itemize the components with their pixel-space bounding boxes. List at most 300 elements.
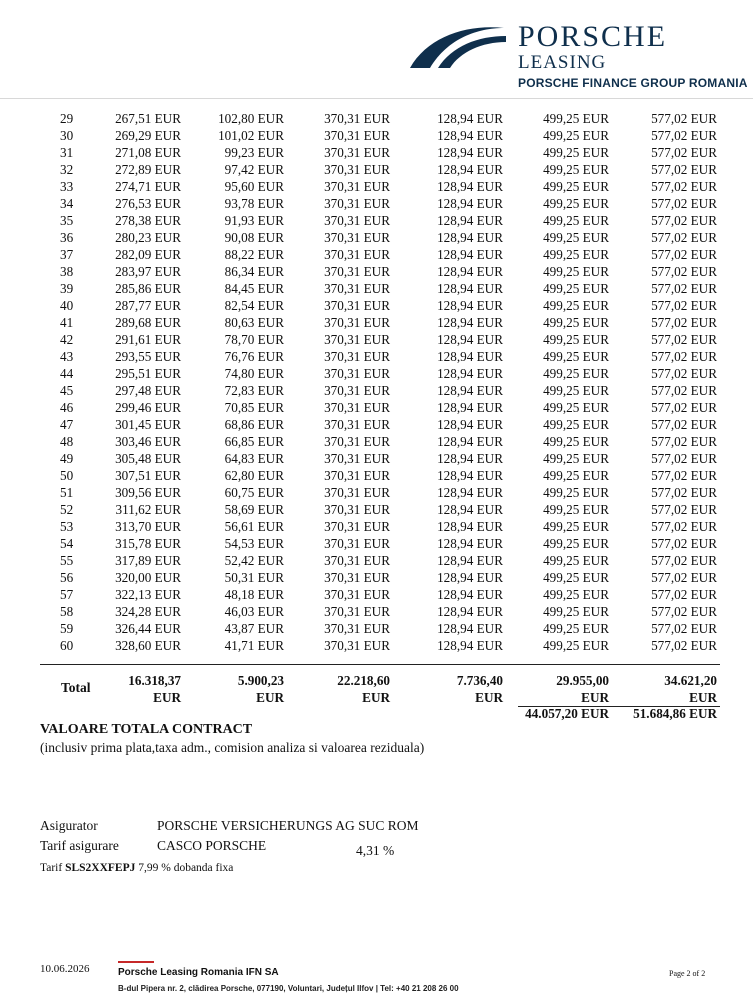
installment-number-cell: 44 bbox=[60, 366, 74, 381]
table-row bbox=[40, 501, 717, 518]
amount-cell: 276,53 EUR bbox=[115, 196, 181, 211]
amount-cell: 577,02 EUR bbox=[651, 383, 717, 398]
amount-cell: 309,56 EUR bbox=[115, 485, 181, 500]
amount-cell: 128,94 EUR bbox=[437, 587, 503, 602]
contract-title: VALOARE TOTALA CONTRACT bbox=[40, 722, 253, 737]
grand-total-value: 51.684,86 EUR bbox=[633, 706, 717, 721]
amount-cell: 370,31 EUR bbox=[324, 213, 390, 228]
amount-cell: 577,02 EUR bbox=[651, 281, 717, 296]
amount-cell: 305,48 EUR bbox=[115, 451, 181, 466]
footer-page-number: Page 2 of 2 bbox=[669, 969, 706, 978]
amount-cell: 128,94 EUR bbox=[437, 502, 503, 517]
amount-cell: 577,02 EUR bbox=[651, 145, 717, 160]
amount-cell: 324,28 EUR bbox=[115, 604, 181, 619]
table-row bbox=[40, 416, 717, 433]
amount-cell: 499,25 EUR bbox=[543, 247, 609, 262]
amount-cell: 128,94 EUR bbox=[437, 366, 503, 381]
amount-cell: 577,02 EUR bbox=[651, 468, 717, 483]
installment-number-cell: 56 bbox=[60, 570, 74, 585]
amount-cell: 128,94 EUR bbox=[437, 570, 503, 585]
table-row bbox=[40, 161, 717, 178]
amount-cell: 128,94 EUR bbox=[437, 604, 503, 619]
tarif-code: SLS2XXFEPJ bbox=[65, 862, 136, 874]
amount-cell: 370,31 EUR bbox=[324, 349, 390, 364]
contract-note: (inclusiv prima plata,taxa adm., comision analiza si valoarea reziduala) bbox=[40, 740, 425, 755]
amount-cell: 326,44 EUR bbox=[115, 621, 181, 636]
amount-cell: 499,25 EUR bbox=[543, 519, 609, 534]
tariff-rate: 4,31 % bbox=[356, 843, 395, 858]
amount-cell: 577,02 EUR bbox=[651, 417, 717, 432]
amount-cell: 274,71 EUR bbox=[115, 179, 181, 194]
amount-cell: 370,31 EUR bbox=[324, 519, 390, 534]
amount-cell: 317,89 EUR bbox=[115, 553, 181, 568]
footer-accent-line bbox=[118, 961, 154, 963]
amount-cell: 499,25 EUR bbox=[543, 400, 609, 415]
installment-number-cell: 38 bbox=[60, 264, 74, 279]
installment-number-cell: 30 bbox=[60, 128, 74, 143]
amount-cell: 50,31 EUR bbox=[224, 570, 284, 585]
table-row bbox=[40, 365, 717, 382]
installment-number-cell: 60 bbox=[60, 638, 74, 653]
amount-cell: 315,78 EUR bbox=[115, 536, 181, 551]
installment-number-cell: 34 bbox=[60, 196, 74, 211]
installment-number-cell: 59 bbox=[60, 621, 74, 636]
amount-cell: 60,75 EUR bbox=[224, 485, 284, 500]
footer-date: 10.06.2026 bbox=[40, 963, 90, 975]
total-currency: EUR bbox=[153, 690, 181, 705]
table-row bbox=[40, 518, 717, 535]
total-currency: EUR bbox=[256, 690, 284, 705]
amount-cell: 499,25 EUR bbox=[543, 553, 609, 568]
amount-cell: 293,55 EUR bbox=[115, 349, 181, 364]
amount-cell: 101,02 EUR bbox=[218, 128, 284, 143]
table-row bbox=[40, 569, 717, 586]
amount-cell: 577,02 EUR bbox=[651, 519, 717, 534]
installment-number-cell: 42 bbox=[60, 332, 74, 347]
amount-cell: 74,80 EUR bbox=[224, 366, 284, 381]
amount-cell: 499,25 EUR bbox=[543, 468, 609, 483]
amount-cell: 499,25 EUR bbox=[543, 111, 609, 126]
amount-cell: 269,29 EUR bbox=[115, 128, 181, 143]
amount-cell: 128,94 EUR bbox=[437, 315, 503, 330]
amount-cell: 128,94 EUR bbox=[437, 196, 503, 211]
total-cell bbox=[310, 672, 390, 706]
amount-cell: 43,87 EUR bbox=[224, 621, 284, 636]
amount-cell: 128,94 EUR bbox=[437, 451, 503, 466]
amount-cell: 370,31 EUR bbox=[324, 247, 390, 262]
amount-cell: 64,83 EUR bbox=[224, 451, 284, 466]
amount-cell: 499,25 EUR bbox=[543, 434, 609, 449]
total-value: 29.955,00 bbox=[556, 673, 609, 688]
amount-cell: 128,94 EUR bbox=[437, 128, 503, 143]
amount-cell: 128,94 EUR bbox=[437, 179, 503, 194]
tarif-prefix: Tarif bbox=[40, 862, 63, 874]
amount-cell: 320,00 EUR bbox=[115, 570, 181, 585]
amount-cell: 370,31 EUR bbox=[324, 230, 390, 245]
amount-cell: 577,02 EUR bbox=[651, 315, 717, 330]
amount-cell: 370,31 EUR bbox=[324, 536, 390, 551]
amount-cell: 299,46 EUR bbox=[115, 400, 181, 415]
installment-number-cell: 52 bbox=[60, 502, 74, 517]
amount-cell: 577,02 EUR bbox=[651, 111, 717, 126]
installment-number-cell: 51 bbox=[60, 485, 74, 500]
installment-number-cell: 33 bbox=[60, 179, 74, 194]
amount-cell: 577,02 EUR bbox=[651, 366, 717, 381]
table-row bbox=[40, 110, 717, 127]
amount-cell: 54,53 EUR bbox=[224, 536, 284, 551]
amount-cell: 128,94 EUR bbox=[437, 264, 503, 279]
table-row bbox=[40, 280, 717, 297]
grand-total-value: 44.057,20 EUR bbox=[525, 706, 609, 721]
amount-cell: 311,62 EUR bbox=[115, 502, 181, 517]
amount-cell: 577,02 EUR bbox=[651, 502, 717, 517]
amount-cell: 370,31 EUR bbox=[324, 179, 390, 194]
amount-cell: 322,13 EUR bbox=[115, 587, 181, 602]
amount-cell: 577,02 EUR bbox=[651, 162, 717, 177]
insurer-value: PORSCHE VERSICHERUNGS AG SUC ROM bbox=[157, 818, 419, 833]
amount-cell: 128,94 EUR bbox=[437, 621, 503, 636]
amount-cell: 313,70 EUR bbox=[115, 519, 181, 534]
amount-cell: 370,31 EUR bbox=[324, 162, 390, 177]
total-currency: EUR bbox=[475, 690, 503, 705]
amount-cell: 577,02 EUR bbox=[651, 247, 717, 262]
amount-cell: 370,31 EUR bbox=[324, 298, 390, 313]
amount-cell: 499,25 EUR bbox=[543, 621, 609, 636]
amount-cell: 577,02 EUR bbox=[651, 332, 717, 347]
amount-cell: 88,22 EUR bbox=[224, 247, 284, 262]
amount-cell: 295,51 EUR bbox=[115, 366, 181, 381]
amount-cell: 46,03 EUR bbox=[224, 604, 284, 619]
total-cell bbox=[637, 672, 717, 706]
installment-number-cell: 39 bbox=[60, 281, 74, 296]
table-row bbox=[40, 603, 717, 620]
amount-cell: 99,23 EUR bbox=[224, 145, 284, 160]
table-row bbox=[40, 467, 717, 484]
table-row bbox=[40, 144, 717, 161]
total-cell bbox=[423, 672, 503, 706]
payment-schedule-table bbox=[40, 110, 717, 654]
table-row bbox=[40, 637, 717, 654]
amount-cell: 577,02 EUR bbox=[651, 230, 717, 245]
amount-cell: 267,51 EUR bbox=[115, 111, 181, 126]
amount-cell: 128,94 EUR bbox=[437, 298, 503, 313]
brand-sub: LEASING bbox=[518, 52, 607, 73]
amount-cell: 370,31 EUR bbox=[324, 145, 390, 160]
amount-cell: 499,25 EUR bbox=[543, 145, 609, 160]
amount-cell: 370,31 EUR bbox=[324, 621, 390, 636]
brand-group: PORSCHE FINANCE GROUP ROMANIA bbox=[518, 76, 748, 90]
amount-cell: 370,31 EUR bbox=[324, 570, 390, 585]
total-cell bbox=[204, 672, 284, 706]
amount-cell: 128,94 EUR bbox=[437, 332, 503, 347]
amount-cell: 577,02 EUR bbox=[651, 298, 717, 313]
amount-cell: 370,31 EUR bbox=[324, 315, 390, 330]
amount-cell: 78,70 EUR bbox=[224, 332, 284, 347]
amount-cell: 577,02 EUR bbox=[651, 638, 717, 653]
amount-cell: 370,31 EUR bbox=[324, 196, 390, 211]
table-row bbox=[40, 331, 717, 348]
amount-cell: 128,94 EUR bbox=[437, 145, 503, 160]
amount-cell: 82,54 EUR bbox=[224, 298, 284, 313]
amount-cell: 577,02 EUR bbox=[651, 485, 717, 500]
table-row bbox=[40, 127, 717, 144]
amount-cell: 499,25 EUR bbox=[543, 383, 609, 398]
installment-number-cell: 36 bbox=[60, 230, 74, 245]
total-currency: EUR bbox=[362, 690, 390, 705]
amount-cell: 499,25 EUR bbox=[543, 128, 609, 143]
amount-cell: 280,23 EUR bbox=[115, 230, 181, 245]
table-row bbox=[40, 620, 717, 637]
installment-number-cell: 31 bbox=[60, 145, 74, 160]
amount-cell: 370,31 EUR bbox=[324, 111, 390, 126]
amount-cell: 68,86 EUR bbox=[224, 417, 284, 432]
header-divider bbox=[0, 98, 753, 99]
table-row bbox=[40, 450, 717, 467]
amount-cell: 128,94 EUR bbox=[437, 553, 503, 568]
table-row bbox=[40, 246, 717, 263]
amount-cell: 499,25 EUR bbox=[543, 264, 609, 279]
amount-cell: 499,25 EUR bbox=[543, 536, 609, 551]
installment-number-cell: 50 bbox=[60, 468, 74, 483]
installment-number-cell: 45 bbox=[60, 383, 74, 398]
amount-cell: 577,02 EUR bbox=[651, 196, 717, 211]
amount-cell: 297,48 EUR bbox=[115, 383, 181, 398]
amount-cell: 70,85 EUR bbox=[224, 400, 284, 415]
amount-cell: 370,31 EUR bbox=[324, 468, 390, 483]
amount-cell: 91,93 EUR bbox=[224, 213, 284, 228]
amount-cell: 76,76 EUR bbox=[224, 349, 284, 364]
table-row bbox=[40, 382, 717, 399]
amount-cell: 370,31 EUR bbox=[324, 281, 390, 296]
installment-number-cell: 53 bbox=[60, 519, 74, 534]
amount-cell: 577,02 EUR bbox=[651, 128, 717, 143]
amount-cell: 102,80 EUR bbox=[218, 111, 284, 126]
amount-cell: 72,83 EUR bbox=[224, 383, 284, 398]
amount-cell: 499,25 EUR bbox=[543, 196, 609, 211]
amount-cell: 370,31 EUR bbox=[324, 587, 390, 602]
amount-cell: 577,02 EUR bbox=[651, 621, 717, 636]
amount-cell: 283,97 EUR bbox=[115, 264, 181, 279]
installment-number-cell: 29 bbox=[60, 111, 74, 126]
table-row bbox=[40, 484, 717, 501]
amount-cell: 577,02 EUR bbox=[651, 264, 717, 279]
amount-cell: 128,94 EUR bbox=[437, 162, 503, 177]
amount-cell: 577,02 EUR bbox=[651, 587, 717, 602]
amount-cell: 577,02 EUR bbox=[651, 604, 717, 619]
amount-cell: 577,02 EUR bbox=[651, 349, 717, 364]
amount-cell: 370,31 EUR bbox=[324, 434, 390, 449]
installment-number-cell: 46 bbox=[60, 400, 74, 415]
amount-cell: 499,25 EUR bbox=[543, 162, 609, 177]
total-cell bbox=[101, 672, 181, 706]
installment-number-cell: 41 bbox=[60, 315, 74, 330]
amount-cell: 84,45 EUR bbox=[224, 281, 284, 296]
table-row bbox=[40, 552, 717, 569]
amount-cell: 370,31 EUR bbox=[324, 485, 390, 500]
interest-tariff-line bbox=[40, 862, 233, 874]
installment-number-cell: 58 bbox=[60, 604, 74, 619]
amount-cell: 128,94 EUR bbox=[437, 281, 503, 296]
footer-address: B-dul Pipera nr. 2, clădirea Porsche, 077190, Voluntari, Județul Ilfov | Tel: +40 21 208 26 00 bbox=[118, 984, 459, 993]
amount-cell: 291,61 EUR bbox=[115, 332, 181, 347]
amount-cell: 370,31 EUR bbox=[324, 638, 390, 653]
amount-cell: 48,18 EUR bbox=[224, 587, 284, 602]
tariff-label: Tarif asigurare bbox=[40, 838, 119, 853]
amount-cell: 95,60 EUR bbox=[224, 179, 284, 194]
amount-cell: 499,25 EUR bbox=[543, 349, 609, 364]
amount-cell: 285,86 EUR bbox=[115, 281, 181, 296]
total-value: 22.218,60 bbox=[337, 673, 390, 688]
amount-cell: 128,94 EUR bbox=[437, 111, 503, 126]
installment-number-cell: 43 bbox=[60, 349, 74, 364]
amount-cell: 128,94 EUR bbox=[437, 400, 503, 415]
amount-cell: 271,08 EUR bbox=[115, 145, 181, 160]
amount-cell: 370,31 EUR bbox=[324, 383, 390, 398]
amount-cell: 370,31 EUR bbox=[324, 332, 390, 347]
amount-cell: 128,94 EUR bbox=[437, 485, 503, 500]
amount-cell: 282,09 EUR bbox=[115, 247, 181, 262]
amount-cell: 499,25 EUR bbox=[543, 502, 609, 517]
amount-cell: 128,94 EUR bbox=[437, 213, 503, 228]
installment-number-cell: 54 bbox=[60, 536, 74, 551]
amount-cell: 80,63 EUR bbox=[224, 315, 284, 330]
table-row bbox=[40, 348, 717, 365]
amount-cell: 93,78 EUR bbox=[224, 196, 284, 211]
amount-cell: 370,31 EUR bbox=[324, 502, 390, 517]
amount-cell: 370,31 EUR bbox=[324, 451, 390, 466]
totals-divider bbox=[40, 664, 720, 665]
amount-cell: 128,94 EUR bbox=[437, 247, 503, 262]
amount-cell: 128,94 EUR bbox=[437, 417, 503, 432]
amount-cell: 303,46 EUR bbox=[115, 434, 181, 449]
amount-cell: 97,42 EUR bbox=[224, 162, 284, 177]
amount-cell: 370,31 EUR bbox=[324, 553, 390, 568]
total-value: 5.900,23 bbox=[237, 673, 284, 688]
amount-cell: 66,85 EUR bbox=[224, 434, 284, 449]
amount-cell: 499,25 EUR bbox=[543, 213, 609, 228]
amount-cell: 577,02 EUR bbox=[651, 553, 717, 568]
amount-cell: 499,25 EUR bbox=[543, 587, 609, 602]
amount-cell: 577,02 EUR bbox=[651, 570, 717, 585]
amount-cell: 272,89 EUR bbox=[115, 162, 181, 177]
amount-cell: 577,02 EUR bbox=[651, 536, 717, 551]
amount-cell: 307,51 EUR bbox=[115, 468, 181, 483]
amount-cell: 499,25 EUR bbox=[543, 281, 609, 296]
tariff-value: CASCO PORSCHE bbox=[157, 838, 267, 853]
total-value: 34.621,20 bbox=[664, 673, 717, 688]
total-label: Total bbox=[61, 680, 91, 695]
amount-cell: 370,31 EUR bbox=[324, 264, 390, 279]
amount-cell: 278,38 EUR bbox=[115, 213, 181, 228]
amount-cell: 499,25 EUR bbox=[543, 315, 609, 330]
amount-cell: 128,94 EUR bbox=[437, 434, 503, 449]
table-row bbox=[40, 229, 717, 246]
amount-cell: 328,60 EUR bbox=[115, 638, 181, 653]
amount-cell: 52,42 EUR bbox=[224, 553, 284, 568]
amount-cell: 577,02 EUR bbox=[651, 451, 717, 466]
amount-cell: 289,68 EUR bbox=[115, 315, 181, 330]
table-row bbox=[40, 586, 717, 603]
insurer-label: Asigurator bbox=[40, 818, 98, 833]
brand-name: PORSCHE bbox=[518, 20, 668, 53]
amount-cell: 499,25 EUR bbox=[543, 570, 609, 585]
amount-cell: 287,77 EUR bbox=[115, 298, 181, 313]
amount-cell: 499,25 EUR bbox=[543, 366, 609, 381]
table-row bbox=[40, 195, 717, 212]
amount-cell: 577,02 EUR bbox=[651, 179, 717, 194]
amount-cell: 128,94 EUR bbox=[437, 349, 503, 364]
amount-cell: 370,31 EUR bbox=[324, 604, 390, 619]
total-currency: EUR bbox=[689, 690, 717, 705]
amount-cell: 499,25 EUR bbox=[543, 230, 609, 245]
tarif-suffix: 7,99 % dobanda fixa bbox=[138, 862, 234, 874]
table-row bbox=[40, 399, 717, 416]
leasing-swoosh-icon bbox=[408, 22, 508, 70]
amount-cell: 499,25 EUR bbox=[543, 451, 609, 466]
amount-cell: 499,25 EUR bbox=[543, 332, 609, 347]
installment-number-cell: 35 bbox=[60, 213, 74, 228]
amount-cell: 577,02 EUR bbox=[651, 400, 717, 415]
table-row bbox=[40, 297, 717, 314]
installment-number-cell: 47 bbox=[60, 417, 74, 432]
amount-cell: 499,25 EUR bbox=[543, 604, 609, 619]
amount-cell: 86,34 EUR bbox=[224, 264, 284, 279]
amount-cell: 499,25 EUR bbox=[543, 179, 609, 194]
amount-cell: 499,25 EUR bbox=[543, 417, 609, 432]
table-row bbox=[40, 535, 717, 552]
table-row bbox=[40, 433, 717, 450]
amount-cell: 370,31 EUR bbox=[324, 417, 390, 432]
installment-number-cell: 32 bbox=[60, 162, 74, 177]
amount-cell: 499,25 EUR bbox=[543, 485, 609, 500]
amount-cell: 370,31 EUR bbox=[324, 366, 390, 381]
amount-cell: 128,94 EUR bbox=[437, 468, 503, 483]
amount-cell: 370,31 EUR bbox=[324, 128, 390, 143]
table-row bbox=[40, 263, 717, 280]
amount-cell: 62,80 EUR bbox=[224, 468, 284, 483]
amount-cell: 128,94 EUR bbox=[437, 519, 503, 534]
amount-cell: 577,02 EUR bbox=[651, 213, 717, 228]
amount-cell: 499,25 EUR bbox=[543, 638, 609, 653]
amount-cell: 370,31 EUR bbox=[324, 400, 390, 415]
amount-cell: 128,94 EUR bbox=[437, 230, 503, 245]
amount-cell: 577,02 EUR bbox=[651, 434, 717, 449]
amount-cell: 128,94 EUR bbox=[437, 536, 503, 551]
installment-number-cell: 55 bbox=[60, 553, 74, 568]
total-cell bbox=[529, 672, 609, 706]
total-currency: EUR bbox=[581, 690, 609, 705]
table-row bbox=[40, 314, 717, 331]
amount-cell: 90,08 EUR bbox=[224, 230, 284, 245]
amount-cell: 56,61 EUR bbox=[224, 519, 284, 534]
table-row bbox=[40, 178, 717, 195]
table-row bbox=[40, 212, 717, 229]
footer-company: Porsche Leasing Romania IFN SA bbox=[118, 967, 279, 978]
amount-cell: 41,71 EUR bbox=[224, 638, 284, 653]
amount-cell: 499,25 EUR bbox=[543, 298, 609, 313]
installment-number-cell: 37 bbox=[60, 247, 74, 262]
total-value: 7.736,40 bbox=[456, 673, 503, 688]
installment-number-cell: 48 bbox=[60, 434, 74, 449]
amount-cell: 128,94 EUR bbox=[437, 383, 503, 398]
porsche-leasing-logo bbox=[408, 20, 748, 90]
installment-number-cell: 40 bbox=[60, 298, 74, 313]
installment-number-cell: 49 bbox=[60, 451, 74, 466]
amount-cell: 128,94 EUR bbox=[437, 638, 503, 653]
amount-cell: 301,45 EUR bbox=[115, 417, 181, 432]
amount-cell: 58,69 EUR bbox=[224, 502, 284, 517]
installment-number-cell: 57 bbox=[60, 587, 74, 602]
